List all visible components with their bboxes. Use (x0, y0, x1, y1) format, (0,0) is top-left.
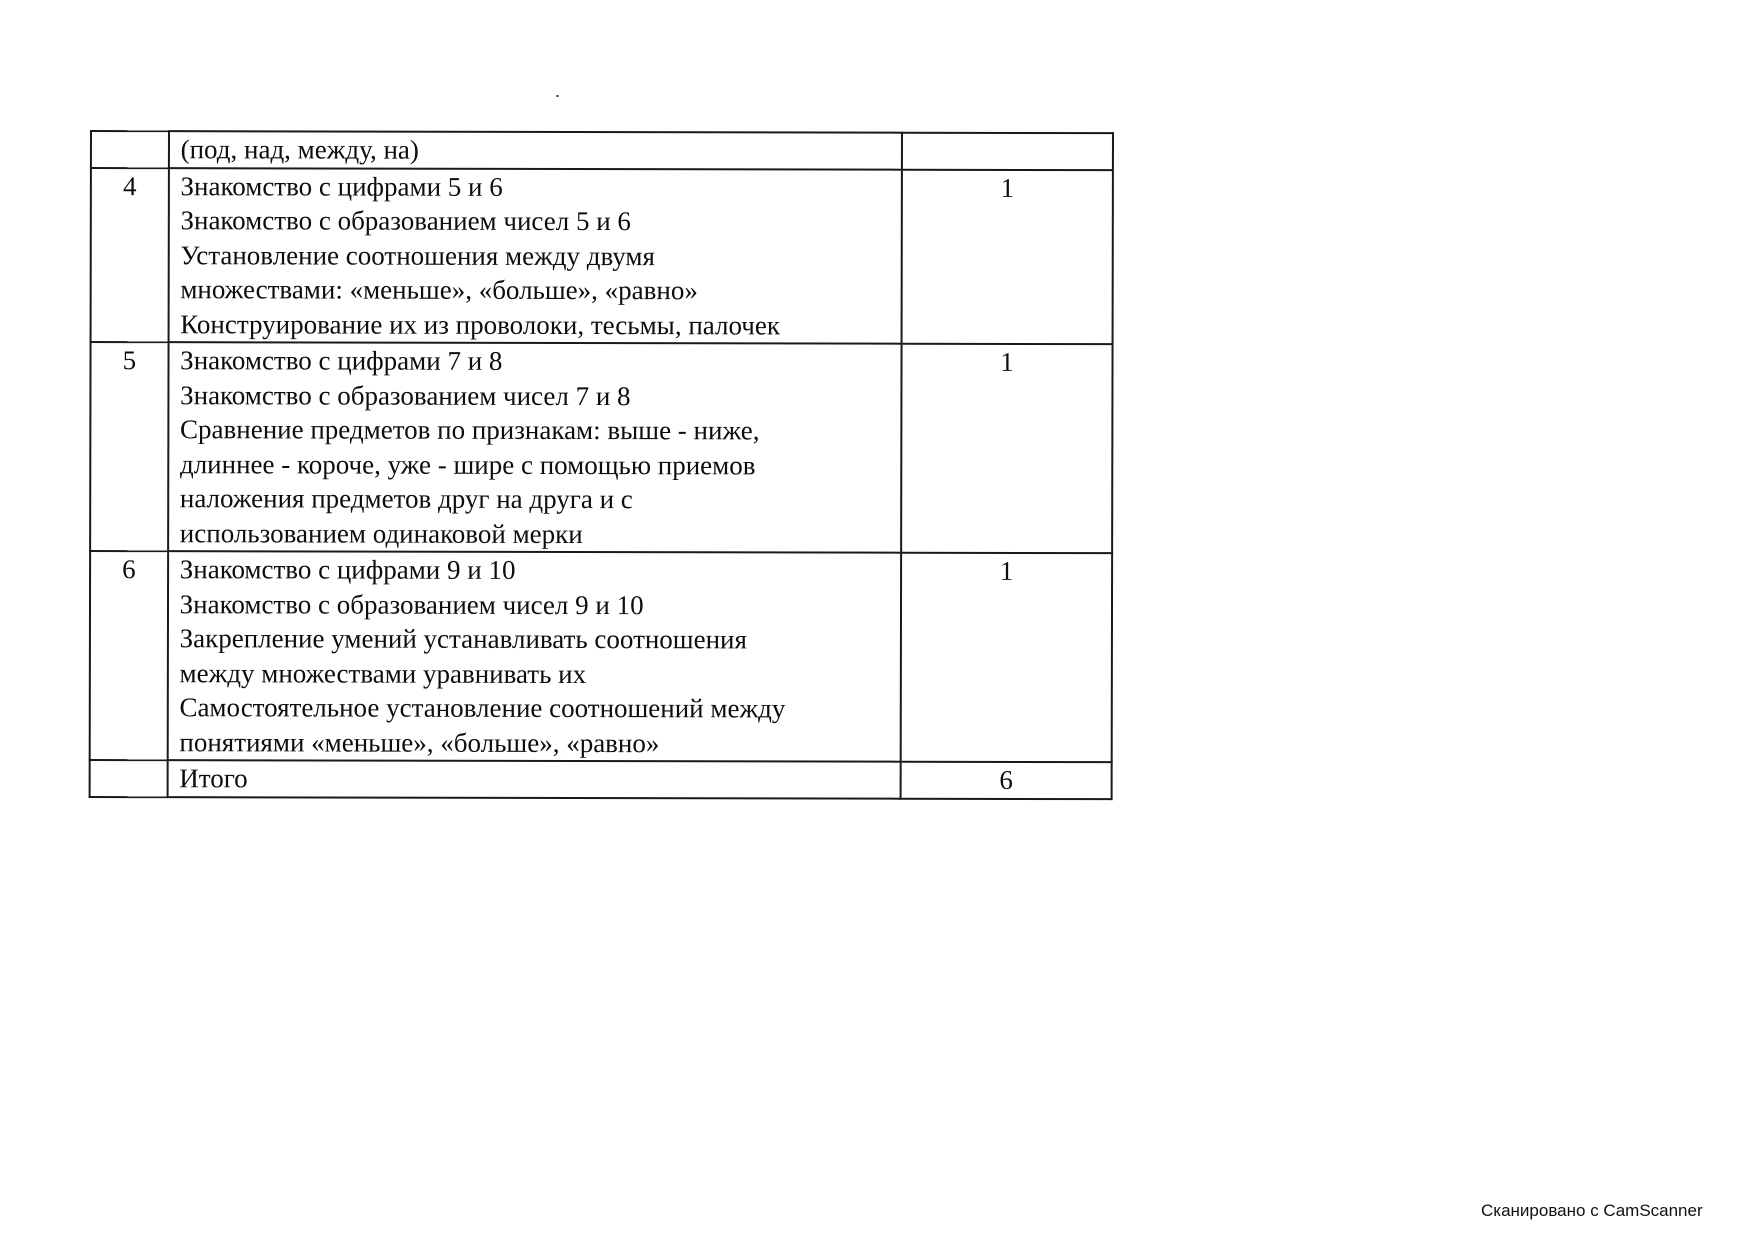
topic-cell (168, 342, 902, 553)
topic-line: наложения предметов друг на друга и с (179, 483, 633, 515)
topic-line: Установление соотношения между двумя (180, 239, 655, 271)
hours-cell (902, 133, 1113, 170)
topic-line: Самостоятельное установление соотношений между (179, 692, 786, 724)
row-number-cell: 5 (90, 342, 168, 551)
topic-cell (168, 168, 902, 344)
topic-line: Знакомство с цифрами 7 и 8 (180, 345, 503, 376)
row-number-cell: 6 (90, 551, 168, 760)
hours-cell: 1 (901, 553, 1112, 762)
topic-line: использованием одинаковой мерки (179, 517, 583, 549)
topic-cell (167, 551, 901, 762)
hours-cell: 1 (901, 344, 1112, 553)
table-row (91, 131, 1113, 170)
row-number-cell: 4 (91, 168, 169, 343)
total-hours-cell: 6 (901, 762, 1112, 799)
topic-line: длиннее - короче, уже - шире с помощью приемов (179, 448, 756, 480)
topic-line: (под, над, между, на) (180, 134, 419, 165)
total-label: Итого (179, 763, 248, 794)
scan-dust-speck (556, 95, 559, 97)
table-row (90, 551, 1112, 762)
total-row (90, 760, 1112, 799)
topic-line: Закрепление умений устанавливать соотношения (179, 623, 747, 655)
topic-line: Знакомство с цифрами 9 и 10 (179, 554, 516, 585)
topic-line: Знакомство с образованием чисел 7 и 8 (180, 379, 631, 411)
hours-cell: 1 (902, 169, 1113, 344)
table-row (90, 342, 1112, 553)
topic-line: понятиями «меньше», «больше», «равно» (179, 726, 660, 758)
lesson-plan-table (89, 130, 1114, 800)
table-row (91, 168, 1113, 345)
total-label-cell (167, 760, 901, 798)
total-number-cell (90, 760, 168, 797)
topic-cell (169, 131, 903, 169)
topic-line: Конструирование их из проволоки, тесьмы, палочек (180, 308, 780, 340)
topic-line: Сравнение предметов по признакам: выше - ниже, (180, 414, 760, 446)
topic-line: Знакомство с цифрами 5 и 6 (180, 170, 503, 202)
topic-line: Знакомство с образованием чисел 5 и 6 (180, 205, 631, 237)
row-number-cell (91, 131, 169, 168)
topic-line: Знакомство с образованием чисел 9 и 10 (179, 588, 644, 620)
topic-line: множествами: «меньше», «больше», «равно» (180, 274, 698, 306)
topic-line: между множествами уравнивать их (179, 657, 587, 689)
camscanner-watermark: Сканировано с CamScanner (1481, 1201, 1703, 1220)
